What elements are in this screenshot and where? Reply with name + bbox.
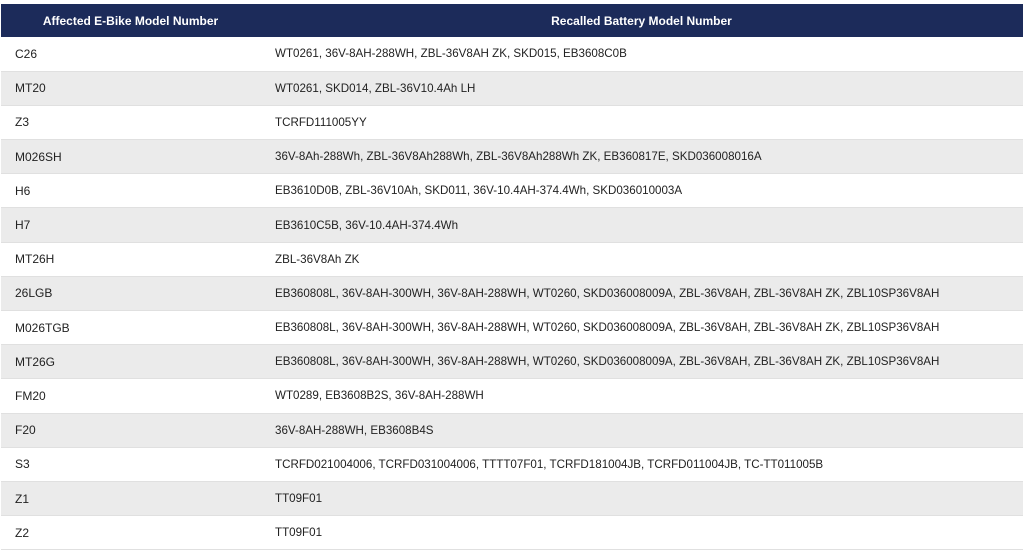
battery-model-cell: EB3610C5B, 36V-10.4AH-374.4Wh [260, 208, 1023, 242]
battery-model-cell: TCRFD111005YY [260, 105, 1023, 139]
battery-model-cell: EB360808L, 36V-8AH-300WH, 36V-8AH-288WH, WT0260, SKD036008009A, ZBL-36V8AH, ZBL-36V8AH ZK, ZBL10SP36V8AH [260, 311, 1023, 345]
ebike-model-cell: Z2 [1, 516, 260, 550]
table-row [1, 379, 1023, 413]
ebike-model-cell: FM20 [1, 379, 260, 413]
ebike-model-cell: 26LGB [1, 276, 260, 310]
battery-model-cell: WT0261, SKD014, ZBL-36V10.4Ah LH [260, 71, 1023, 105]
battery-model-cell: TT09F01 [260, 481, 1023, 515]
ebike-model-cell: Z3 [1, 105, 260, 139]
table-row [1, 481, 1023, 515]
recall-table [1, 4, 1023, 550]
header-battery-model: Recalled Battery Model Number [551, 13, 732, 28]
battery-model-cell: WT0289, EB3608B2S, 36V-8AH-288WH [260, 379, 1023, 413]
table-row [1, 276, 1023, 310]
ebike-model-cell: MT20 [1, 71, 260, 105]
battery-model-cell: ZBL-36V8Ah ZK [260, 242, 1023, 276]
table-row [1, 345, 1023, 379]
battery-model-cell: EB360808L, 36V-8AH-300WH, 36V-8AH-288WH, WT0260, SKD036008009A, ZBL-36V8AH, ZBL-36V8AH ZK, ZBL10SP36V8AH [260, 345, 1023, 379]
battery-model-cell: EB360808L, 36V-8AH-300WH, 36V-8AH-288WH, WT0260, SKD036008009A, ZBL-36V8AH, ZBL-36V8AH ZK, ZBL10SP36V8AH [260, 276, 1023, 310]
ebike-model-cell: Z1 [1, 481, 260, 515]
battery-model-cell: TT09F01 [260, 516, 1023, 550]
table-row [1, 447, 1023, 481]
table-row [1, 140, 1023, 174]
battery-model-cell: 36V-8AH-288WH, EB3608B4S [260, 413, 1023, 447]
table-row [1, 174, 1023, 208]
ebike-model-cell: S3 [1, 447, 260, 481]
ebike-model-cell: MT26H [1, 242, 260, 276]
ebike-model-cell: M026TGB [1, 311, 260, 345]
header-ebike-model: Affected E-Bike Model Number [42, 13, 219, 28]
ebike-model-cell: H7 [1, 208, 260, 242]
table-row [1, 413, 1023, 447]
table-body [1, 37, 1023, 550]
table-row [1, 311, 1023, 345]
ebike-model-cell: C26 [1, 37, 260, 71]
table-row [1, 105, 1023, 139]
table-row [1, 242, 1023, 276]
battery-model-cell: EB3610D0B, ZBL-36V10Ah, SKD011, 36V-10.4AH-374.4Wh, SKD036010003A [260, 174, 1023, 208]
header-row [1, 4, 1023, 37]
table-header [1, 4, 1023, 37]
ebike-model-cell: M026SH [1, 140, 260, 174]
ebike-model-cell: MT26G [1, 345, 260, 379]
battery-model-cell: WT0261, 36V-8AH-288WH, ZBL-36V8AH ZK, SKD015, EB3608C0B [260, 37, 1023, 71]
table-row [1, 208, 1023, 242]
ebike-model-cell: H6 [1, 174, 260, 208]
table-row [1, 71, 1023, 105]
battery-model-cell: 36V-8Ah-288Wh, ZBL-36V8Ah288Wh, ZBL-36V8Ah288Wh ZK, EB360817E, SKD036008016A [260, 140, 1023, 174]
table-row [1, 37, 1023, 71]
battery-model-cell: TCRFD021004006, TCRFD031004006, TTTT07F01, TCRFD181004JB, TCRFD011004JB, TC-TT011005B [260, 447, 1023, 481]
ebike-model-cell: F20 [1, 413, 260, 447]
table-row [1, 516, 1023, 550]
